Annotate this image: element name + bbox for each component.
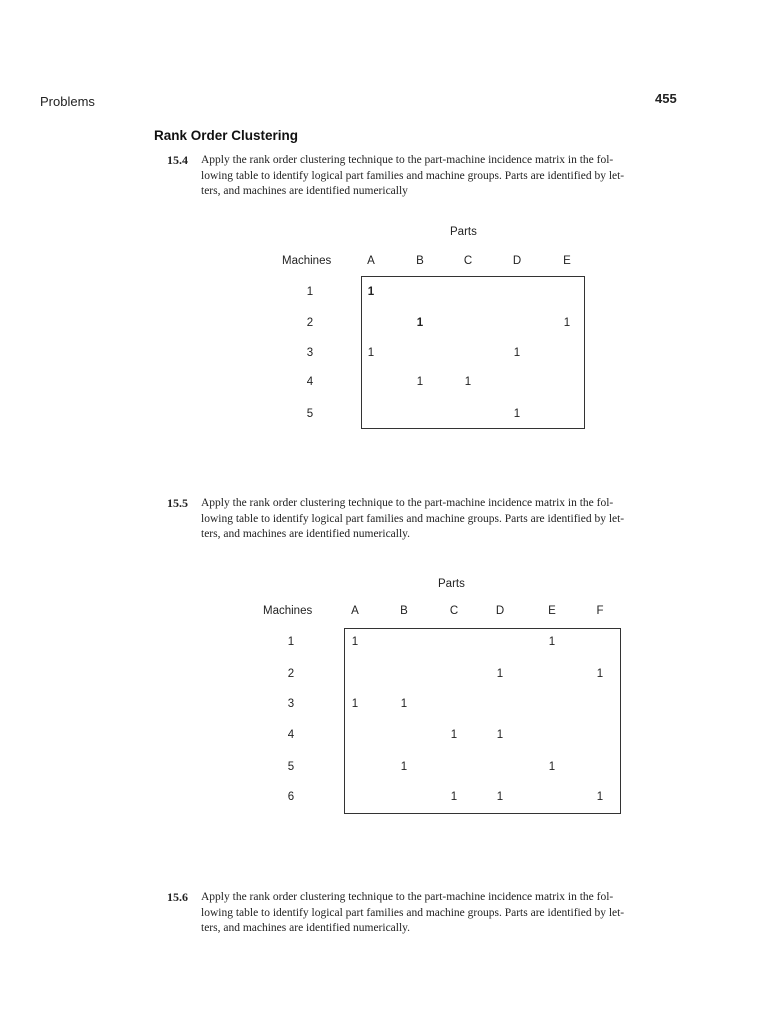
problem-text <box>201 496 679 543</box>
problem-text-line: Apply the rank order clustering technique to the part-machine incidence matrix in the fol- <box>201 497 614 509</box>
row-label: 6 <box>287 791 295 803</box>
row-label: 2 <box>306 317 314 329</box>
matrix-cell: 1 <box>450 729 458 741</box>
column-header: F <box>596 605 604 617</box>
column-header: D <box>495 605 505 617</box>
column-header: A <box>351 605 359 617</box>
parts-label: Parts <box>438 578 465 590</box>
column-header: C <box>463 255 473 267</box>
row-label: 2 <box>287 668 295 680</box>
parts-label: Parts <box>450 226 477 238</box>
matrix-border <box>344 628 621 814</box>
matrix-cell: 1 <box>496 791 504 803</box>
machines-label: Machines <box>282 255 332 267</box>
matrix-cell: 1 <box>400 698 408 710</box>
problem-number: 15.4 <box>167 153 188 167</box>
problem-text <box>201 890 679 937</box>
row-label: 5 <box>306 408 314 420</box>
problem-text-line: Apply the rank order clustering technique to the part-machine incidence matrix in the fol- <box>201 891 614 903</box>
problem-number: 15.6 <box>167 890 188 904</box>
problem-text-line: ters, and machines are identified numerically. <box>201 922 411 934</box>
matrix-cell: 1 <box>367 347 375 359</box>
matrix-border <box>361 276 585 429</box>
column-header: D <box>512 255 522 267</box>
problem-text <box>201 153 679 200</box>
matrix-cell: 1 <box>496 668 504 680</box>
row-label: 1 <box>306 286 314 298</box>
row-label: 4 <box>287 729 295 741</box>
row-label: 3 <box>287 698 295 710</box>
problem-text-line: lowing table to identify logical part families and machine groups. Parts are identified by let- <box>201 169 625 182</box>
matrix-cell: 1 <box>450 791 458 803</box>
matrix-cell: 1 <box>513 408 521 420</box>
problem-number: 15.5 <box>167 496 188 510</box>
column-header: C <box>449 605 459 617</box>
matrix-cell: 1 <box>496 729 504 741</box>
matrix-cell: 1 <box>563 317 571 329</box>
matrix-cell: 1 <box>351 698 359 710</box>
problem-text-line: ters, and machines are identified numerically. <box>201 528 411 540</box>
problem-text-line: Apply the rank order clustering technique to the part-machine incidence matrix in the fol- <box>201 154 614 166</box>
matrix-cell: 1 <box>548 761 556 773</box>
matrix-cell: 1 <box>596 791 604 803</box>
section-title: Rank Order Clustering <box>154 128 299 143</box>
machines-label: Machines <box>263 605 313 617</box>
column-header: E <box>563 255 571 267</box>
matrix-cell: 1 <box>596 668 604 680</box>
page-number: 455 <box>655 91 677 106</box>
matrix-cell: 1 <box>513 347 521 359</box>
matrix-cell: 1 <box>367 286 375 298</box>
running-head: Problems <box>40 94 95 109</box>
row-label: 1 <box>287 636 295 648</box>
column-header: B <box>416 255 424 267</box>
matrix-cell: 1 <box>416 376 424 388</box>
column-header: A <box>367 255 375 267</box>
problem-text-line: lowing table to identify logical part families and machine groups. Parts are identified by let- <box>201 906 625 919</box>
matrix-cell: 1 <box>548 636 556 648</box>
matrix-cell: 1 <box>416 317 424 329</box>
row-label: 4 <box>306 376 314 388</box>
matrix-cell: 1 <box>400 761 408 773</box>
column-header: B <box>400 605 408 617</box>
problem-text-line: ters, and machines are identified numerically <box>201 185 408 197</box>
row-label: 5 <box>287 761 295 773</box>
matrix-cell: 1 <box>464 376 472 388</box>
problem-text-line: lowing table to identify logical part families and machine groups. Parts are identified by let- <box>201 512 625 525</box>
matrix-cell: 1 <box>351 636 359 648</box>
column-header: E <box>548 605 556 617</box>
row-label: 3 <box>306 347 314 359</box>
